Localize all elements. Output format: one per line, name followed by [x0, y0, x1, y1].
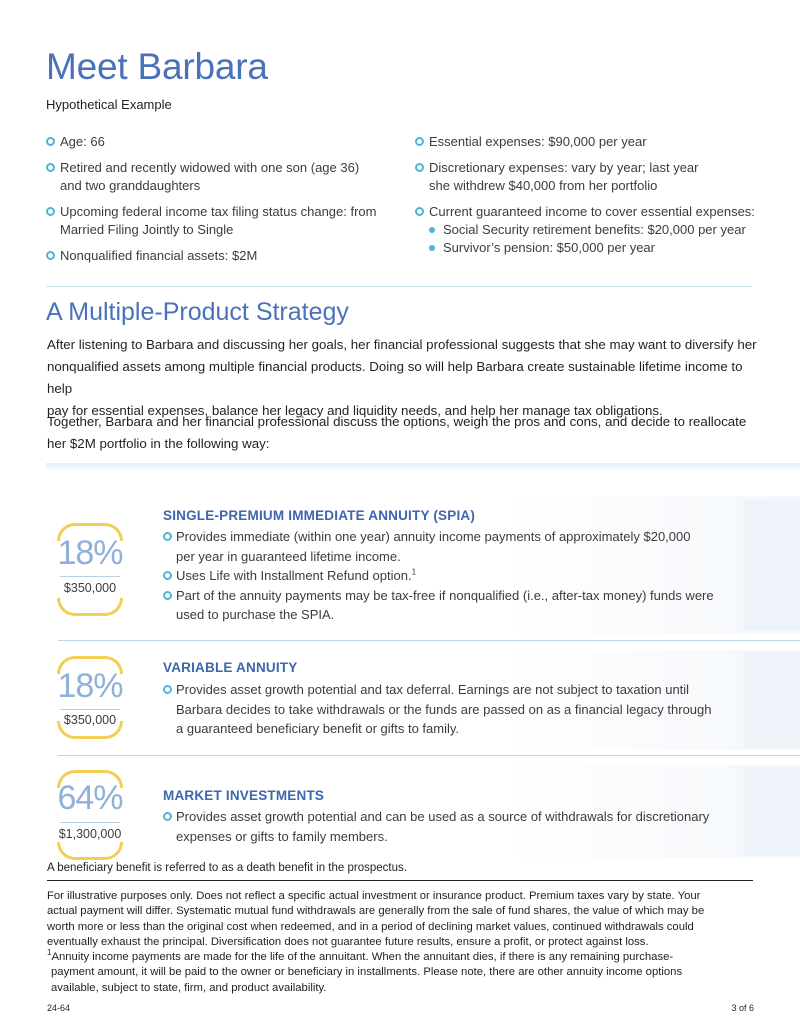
fact-item [415, 133, 647, 151]
bullet-icon [46, 207, 55, 216]
fact-text: Upcoming federal income tax filing status change: from [60, 204, 377, 219]
item-text: Provides immediate (within one year) annuity income payments of approximately $20,000 [176, 529, 691, 544]
item-text: Part of the annuity payments may be tax-free if nonqualified (i.e., after-tax money) funds were [176, 587, 714, 603]
document-code: 24-64 [47, 1003, 71, 1013]
card-shade [744, 652, 800, 748]
gauge-arc-icon [57, 842, 123, 860]
bullet-icon [46, 137, 55, 146]
bullet-icon [415, 163, 424, 172]
allocation-title: SINGLE-PREMIUM IMMEDIATE ANNUITY (SPIA) [163, 508, 476, 523]
sub-item [429, 221, 755, 239]
fact-text: Essential expenses: $90,000 per year [429, 134, 647, 149]
page-number: 3 of 6 [731, 1003, 754, 1013]
sub-item [429, 239, 755, 257]
item-text: used to purchase the SPIA. [176, 607, 335, 622]
card-shade [744, 767, 800, 856]
dot-icon [429, 245, 435, 251]
paragraph-line: her $2M portfolio in the following way: [47, 436, 270, 451]
item-text: Uses Life with Installment Refund option. [176, 568, 412, 583]
bullet-icon [415, 207, 424, 216]
card-divider [58, 755, 800, 756]
allocation-percent: 18% [57, 667, 123, 705]
bullet-icon [415, 137, 424, 146]
footnote-mark: 1 [411, 567, 417, 577]
allocation-percent: 18% [57, 534, 123, 572]
paragraph-line: nonqualified assets among multiple financial products. Doing so will help Barbara create sustainable lifetime income to help [47, 359, 743, 396]
disclaimer-line: actual payment will differ. Systematic mutual fund withdrawals are generally from the sale of fund shares, the value of which may be [47, 905, 705, 918]
allocation-title: VARIABLE ANNUITY [163, 660, 298, 675]
allocation-item [163, 807, 723, 846]
item-text: Provides asset growth potential and tax deferral. Earnings are not subject to taxation until [176, 682, 690, 697]
disclaimer-line: eventually exhaust the principal. Diversification does not guarantee future results, ensure a profit, or protect against loss. [47, 935, 649, 948]
fact-item [46, 159, 359, 195]
fact-text: Nonqualified financial assets: $2M [60, 248, 258, 263]
item-text: a guaranteed beneficiary benefit or gifts to family. [176, 721, 460, 736]
fact-item [415, 203, 755, 257]
bullet-icon [163, 685, 172, 694]
allocation-item [163, 527, 723, 566]
allocation-item [163, 680, 723, 739]
paragraph-line: Together, Barbara and her financial professional discuss the options, weigh the pros and cons, and decide to reallocate [47, 414, 747, 429]
allocation-percent: 64% [57, 779, 123, 817]
bullet-icon [46, 163, 55, 172]
item-text: per year in guaranteed lifetime income. [176, 548, 401, 564]
gauge-arc-icon [57, 721, 123, 739]
bullet-icon [163, 591, 172, 600]
fact-text: Discretionary expenses: vary by year; last year [429, 160, 699, 175]
fact-item [46, 133, 105, 151]
paragraph-line: pay for essential expenses, balance her legacy and liquidity needs, and help her manage tax obligations. [47, 403, 663, 418]
footnote-line: Annuity income payments are made for the life of the annuitant. When the annuitant dies, if there is any remaining purchase- [51, 951, 674, 963]
fact-text: Current guaranteed income to cover essential expenses: [429, 204, 755, 219]
amount-divider [60, 576, 120, 577]
footnote-mark: 1 [47, 948, 52, 958]
allocation-items [163, 807, 723, 846]
allocation-amount: $350,000 [63, 581, 117, 595]
bullet-icon [163, 571, 172, 580]
fact-item [46, 203, 377, 239]
card-divider [58, 640, 800, 641]
strategy-paragraph-1 [47, 334, 767, 422]
bullet-icon [163, 532, 172, 541]
section-band [46, 463, 800, 471]
allocation-item [163, 586, 723, 625]
fact-item [415, 159, 699, 195]
disclaimer-line: For illustrative purposes only. Does not reflect a specific actual investment or insurance product. Premium taxes vary by state. Your [47, 890, 701, 902]
footnote [47, 950, 755, 996]
item-text: Barbara decides to take withdrawals or the funds are passed on as a financial legacy through [176, 701, 712, 717]
page-title: Meet Barbara [46, 46, 268, 87]
beneficiary-note: A beneficiary benefit is referred to as a death benefit in the prospectus. [47, 862, 407, 874]
page-subtitle: Hypothetical Example [46, 97, 172, 112]
fact-text: she withdrew $40,000 from her portfolio [429, 178, 658, 193]
bullet-icon [46, 251, 55, 260]
footnote-line: payment amount, it will be paid to the owner or beneficiary in installments. Please note, there are other annuity income options [51, 966, 683, 979]
gauge-arc-icon [57, 598, 123, 616]
amount-divider [60, 822, 120, 823]
allocation-amount: $1,300,000 [58, 827, 122, 841]
dot-icon [429, 227, 435, 233]
card-shade [744, 500, 800, 630]
item-text: Provides asset growth potential and can be used as a source of withdrawals for discretionary [176, 809, 710, 824]
strategy-paragraph-2 [47, 411, 767, 455]
allocation-item [163, 566, 723, 586]
fact-item [46, 247, 257, 265]
sub-item-text: Survivor’s pension: $50,000 per year [443, 240, 655, 255]
allocation-items [163, 527, 723, 625]
footnote-line: available, subject to state, firm, and product availability. [51, 981, 327, 994]
fact-text: and two granddaughters [60, 178, 201, 193]
disclaimer-divider [47, 880, 753, 881]
paragraph-line: After listening to Barbara and discussing her goals, her financial professional suggests that she may want to diversify her [47, 337, 757, 352]
disclaimer-line: worth more or less than the original cost when redeemed, and in a period of declining market values, continued withdrawals could [47, 920, 694, 933]
item-text: expenses or gifts to family members. [176, 828, 388, 844]
bullet-icon [163, 812, 172, 821]
fact-text: Married Filing Jointly to Single [60, 222, 234, 237]
fact-text: Age: 66 [60, 134, 105, 149]
section-title: A Multiple-Product Strategy [46, 298, 349, 326]
disclaimer [47, 889, 759, 950]
section-divider [46, 286, 752, 287]
allocation-amount: $350,000 [63, 713, 117, 727]
allocation-items [163, 680, 723, 739]
allocation-title: MARKET INVESTMENTS [163, 788, 325, 803]
amount-divider [60, 709, 120, 710]
sub-item-text: Social Security retirement benefits: $20,000 per year [443, 222, 746, 237]
fact-text: Retired and recently widowed with one son (age 36) [60, 160, 360, 175]
